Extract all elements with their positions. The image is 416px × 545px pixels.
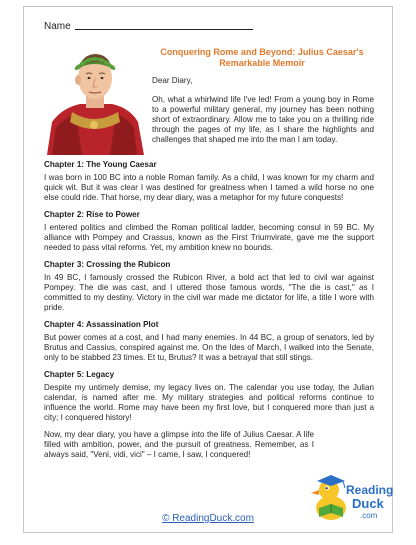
caesar-portrait-illustration	[42, 42, 147, 155]
chapter-3-text: In 49 BC, I famously crossed the Rubicon River, a bold act that led to civil war against Pompey. The die was cast, and I uttered those famous words, "The die is cast," as I committed to my destiny. Victory in the civil war made me dictator for life, a title I wore with pride.	[44, 273, 374, 312]
name-blank-line[interactable]	[75, 28, 253, 30]
chapter-5-heading: Chapter 5: Legacy	[44, 370, 115, 379]
chapter-4-heading: Chapter 4: Assassination Plot	[44, 320, 159, 329]
worksheet-page	[23, 6, 393, 533]
chapter-3-heading: Chapter 3: Crossing the Rubicon	[44, 260, 171, 269]
chapters-section	[44, 160, 374, 467]
chapter-5-text: Despite my untimely demise, my legacy lives on. The calendar you use today, the Julian calendar, is named after me. My military strategies and political reforms continue to influence the world. Rome may have been my first love, but I conquered more than just a city; I conquered history!	[44, 383, 374, 422]
chapter-2-text: I entered politics and climbed the Roman political ladder, becoming consul in 59 BC. My alliance with Pompey and Crassus, known as the First Triumvirate, gave me the support needed to pass vital reforms. Yet, my ambition knew no bounds.	[44, 223, 374, 252]
logo-word-reading: Reading	[346, 483, 394, 497]
chapter-1-text: I was born in 100 BC into a noble Roman family. As a child, I was known for my charm and quick wit. But it was clear I was destined for greatness when I tamed a wild horse no one else could ride. That horse, my dear diary, was a metaphor for my future conquests!	[44, 173, 374, 202]
closing-paragraph: Now, my dear diary, you have a glimpse into the life of Julius Caesar. A life filled with ambition, power, and the pursuit of greatness. Remember, as I always said, "Veni, vidi, vici" – I came, I saw, I conquered!	[44, 430, 314, 459]
diary-greeting: Dear Diary,	[152, 76, 193, 85]
readingduck-footer-link[interactable]: © ReadingDuck.com	[162, 513, 254, 524]
name-field-row	[44, 21, 253, 32]
name-label: Name	[44, 21, 71, 32]
logo-suffix-com: .com	[360, 511, 378, 520]
chapter-2-heading: Chapter 2: Rise to Power	[44, 210, 140, 219]
memoir-title: Conquering Rome and Beyond: Julius Caesar's Remarkable Memoir	[160, 47, 364, 68]
chapter-4-text: But power comes at a cost, and I had many enemies. In 44 BC, a group of senators, led by Brutus and Cassius, conspired against me. On the Ides of March, I walked into the Senate, only to be stabbed 23 times. Et tu, Brutus? It was a betrayal that still stings.	[44, 333, 374, 362]
intro-paragraph: Oh, what a whirlwind life I've led! From a young boy in Rome to a powerful military general, my journey has been nothing short of extraordinary. Allow me to take you on a thrilling ride through the pages of my life, as I share the highlights and challenges that shaped me into the man I am today.	[152, 95, 374, 144]
logo-word-duck: Duck	[352, 496, 384, 511]
chapter-1-heading: Chapter 1: The Young Caesar	[44, 160, 157, 169]
